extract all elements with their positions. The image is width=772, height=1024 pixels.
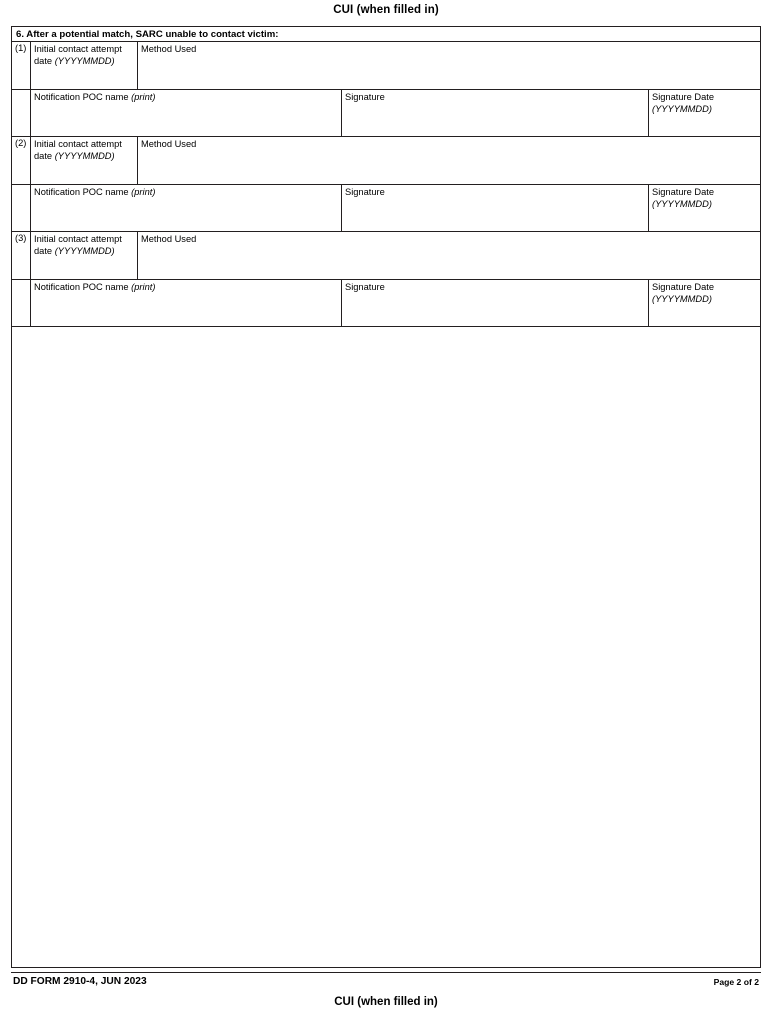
attempt-1-index: (1) bbox=[15, 43, 27, 53]
attempt-1-poc-field[interactable] bbox=[30, 90, 341, 136]
attempt-1-signature-date-format: (YYYYMMDD) bbox=[652, 103, 712, 114]
attempt-1-signature-date-field[interactable] bbox=[648, 90, 760, 136]
attempt-1-poc-print: (print) bbox=[131, 92, 156, 102]
attempt-2-signature-date-format: (YYYYMMDD) bbox=[652, 198, 712, 209]
attempt-3-date-field[interactable] bbox=[30, 232, 137, 279]
attempt-1-signature-field[interactable] bbox=[341, 90, 648, 136]
footer-divider bbox=[11, 972, 761, 973]
attempt-2-date-format: (YYYYMMDD) bbox=[54, 150, 115, 161]
attempt-3-signature-field[interactable] bbox=[341, 280, 648, 326]
attempt-2-date-label: Initial contact attempt date bbox=[34, 139, 122, 161]
attempt-3-bottom-row bbox=[12, 279, 760, 326]
attempt-1-bottom-row bbox=[12, 89, 760, 136]
attempt-1-index-spacer bbox=[12, 90, 30, 136]
attempt-2-signature-field[interactable] bbox=[341, 185, 648, 231]
attempt-3-poc-print: (print) bbox=[131, 282, 156, 292]
attempt-block-1 bbox=[12, 42, 760, 137]
attempt-3-signature-label: Signature bbox=[345, 282, 385, 292]
attempt-2-top-row bbox=[12, 137, 760, 184]
attempt-1-date-format: (YYYYMMDD) bbox=[54, 55, 115, 66]
attempt-2-signature-date-field[interactable] bbox=[648, 185, 760, 231]
attempt-3-method-field[interactable] bbox=[137, 232, 760, 279]
form-identifier: DD FORM 2910-4, JUN 2023 bbox=[13, 976, 147, 987]
attempt-3-poc-field[interactable] bbox=[30, 280, 341, 326]
attempt-3-date-label: Initial contact attempt date bbox=[34, 234, 122, 256]
attempt-2-bottom-row bbox=[12, 184, 760, 231]
form-body bbox=[11, 26, 761, 968]
attempt-2-method-field[interactable] bbox=[137, 137, 760, 184]
attempt-3-date-format: (YYYYMMDD) bbox=[54, 245, 115, 256]
attempt-1-signature-label: Signature bbox=[345, 92, 385, 102]
cui-banner-top: CUI (when filled in) bbox=[333, 4, 439, 16]
attempt-1-date-label: Initial contact attempt date bbox=[34, 44, 122, 66]
attempt-1-date-field[interactable] bbox=[30, 42, 137, 89]
attempt-3-top-row bbox=[12, 232, 760, 279]
page-number: Page 2 of 2 bbox=[713, 977, 759, 987]
attempt-2-poc-label: Notification POC name bbox=[34, 187, 129, 197]
attempt-2-method-label: Method Used bbox=[141, 139, 197, 149]
attempt-1-signature-date-label: Signature Date bbox=[652, 92, 715, 102]
attempt-2-date-field[interactable] bbox=[30, 137, 137, 184]
attempt-2-poc-print: (print) bbox=[131, 187, 156, 197]
attempt-3-signature-date-field[interactable] bbox=[648, 280, 760, 326]
attempt-3-index-spacer bbox=[12, 280, 30, 326]
attempt-1-poc-label: Notification POC name bbox=[34, 92, 129, 102]
attempt-block-3 bbox=[12, 232, 760, 327]
attempt-3-signature-date-label: Signature Date bbox=[652, 282, 715, 292]
attempt-2-index-spacer bbox=[12, 185, 30, 231]
attempt-block-2 bbox=[12, 137, 760, 232]
attempt-3-poc-label: Notification POC name bbox=[34, 282, 129, 292]
cui-banner-bottom: CUI (when filled in) bbox=[334, 996, 438, 1008]
attempt-2-poc-field[interactable] bbox=[30, 185, 341, 231]
page-footer bbox=[0, 972, 772, 1024]
attempt-3-index: (3) bbox=[15, 233, 27, 243]
attempt-1-method-label: Method Used bbox=[141, 44, 197, 54]
attempt-3-method-label: Method Used bbox=[141, 234, 197, 244]
attempt-2-signature-label: Signature bbox=[345, 187, 385, 197]
section-6-heading: 6. After a potential match, SARC unable to contact victim: bbox=[12, 27, 760, 42]
attempt-2-index: (2) bbox=[15, 138, 27, 148]
attempt-1-top-row bbox=[12, 42, 760, 89]
attempt-2-signature-date-label: Signature Date bbox=[652, 187, 715, 197]
attempt-3-signature-date-format: (YYYYMMDD) bbox=[652, 293, 712, 304]
attempt-1-method-field[interactable] bbox=[137, 42, 760, 89]
